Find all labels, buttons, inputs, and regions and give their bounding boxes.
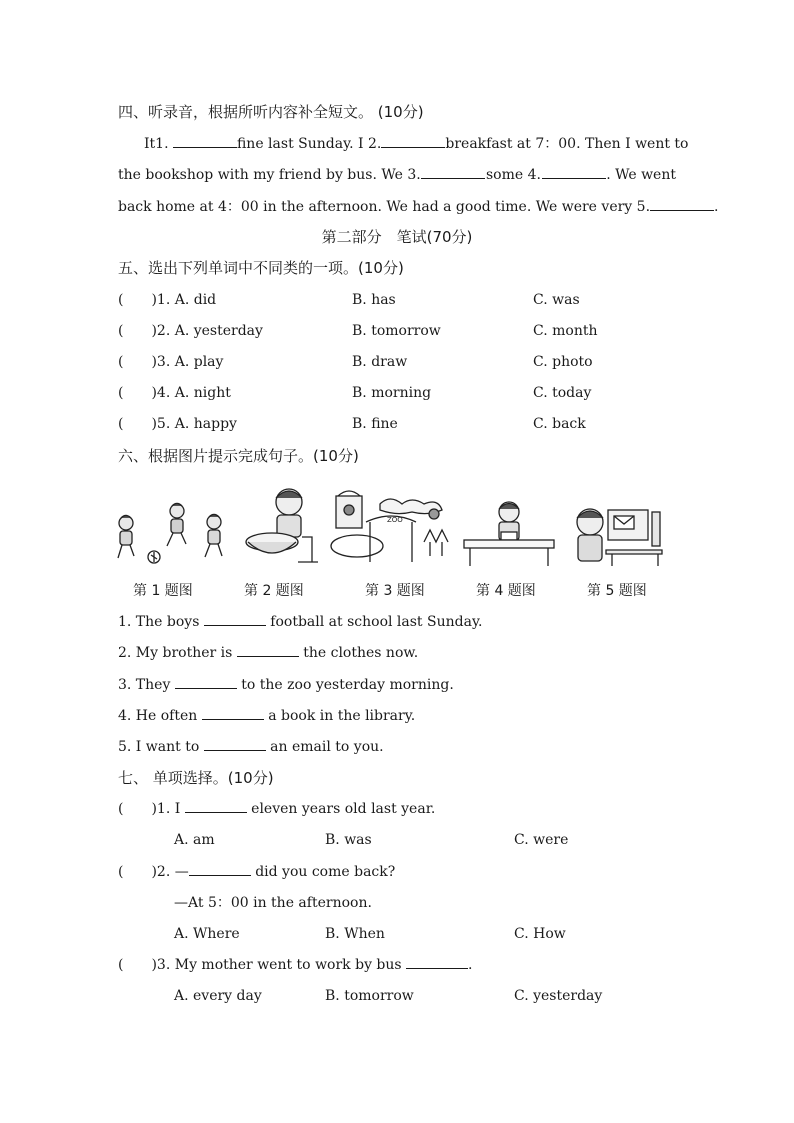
word-item-1: ( )1. A. did xyxy=(118,292,217,308)
question-blank-2[interactable] xyxy=(189,862,251,876)
question-text: eleven years old last year. xyxy=(251,801,436,817)
blank-4[interactable] xyxy=(542,165,606,179)
word-item-3: ( )3. A. play xyxy=(118,354,224,370)
sentence-blank-4[interactable] xyxy=(202,706,264,720)
sentence-text: 4. He often xyxy=(118,708,198,724)
caption-4: 第 4 题图 xyxy=(476,583,536,599)
caption-5: 第 5 题图 xyxy=(587,583,647,599)
blank-1[interactable] xyxy=(173,134,237,148)
option-c: C. How xyxy=(514,926,566,942)
zoo-sign-text: ZOO xyxy=(387,516,403,524)
boy-computer-illustration xyxy=(577,509,662,566)
option-b: B. draw xyxy=(352,354,408,370)
section-6-heading: 六、根据图片提示完成句子。(10分) xyxy=(118,447,359,465)
picture-captions xyxy=(0,580,794,602)
passage-line-1 xyxy=(118,134,689,154)
question-text: ( )1. I xyxy=(118,801,181,817)
blank-3[interactable] xyxy=(421,165,485,179)
sentence-2 xyxy=(118,643,418,663)
choice-question-1 xyxy=(118,799,435,819)
option-b: B. was xyxy=(325,832,372,848)
option-b: B. fine xyxy=(352,416,398,432)
sentence-blank-2[interactable] xyxy=(237,643,299,657)
part-2-title: 第二部分 笔试(70分) xyxy=(321,228,473,246)
sentence-text: the clothes now. xyxy=(303,645,419,661)
option-b: B. has xyxy=(352,292,396,308)
question-blank-3[interactable] xyxy=(406,955,468,969)
blank-5[interactable] xyxy=(650,197,714,211)
option-b: B. When xyxy=(325,926,385,942)
sentence-blank-5[interactable] xyxy=(204,737,266,751)
question-text: . xyxy=(468,957,473,973)
zoo-gate-illustration xyxy=(331,491,448,562)
blank-2[interactable] xyxy=(381,134,445,148)
question-text: did you come back? xyxy=(255,864,396,880)
passage-line-3 xyxy=(118,197,719,217)
option-c: C. photo xyxy=(533,354,593,370)
word-item-4: ( )4. A. night xyxy=(118,385,231,401)
sentence-text: football at school last Sunday. xyxy=(270,614,483,630)
question-text: ( )3. My mother went to work by bus xyxy=(118,957,402,973)
sentence-text: 1. The boys xyxy=(118,614,200,630)
option-a: A. every day xyxy=(174,988,262,1004)
caption-1: 第 1 题图 xyxy=(133,583,193,599)
sentence-4 xyxy=(118,706,415,726)
picture-strip xyxy=(112,482,672,570)
sentence-text: 5. I want to xyxy=(118,739,200,755)
boy-reading-illustration xyxy=(464,502,554,566)
option-c: C. was xyxy=(533,292,580,308)
choice-question-3 xyxy=(118,955,473,975)
passage-text: some 4. xyxy=(485,167,541,183)
dialogue-answer: —At 5：00 in the afternoon. xyxy=(174,895,372,911)
passage-text: It1. xyxy=(144,136,169,152)
sentence-text: an email to you. xyxy=(270,739,384,755)
option-b: B. tomorrow xyxy=(325,988,414,1004)
word-item-5: ( )5. A. happy xyxy=(118,416,237,432)
section-5-heading: 五、选出下列单词中不同类的一项。(10分) xyxy=(118,259,404,277)
word-item-2: ( )2. A. yesterday xyxy=(118,323,263,339)
passage-text: . We went xyxy=(606,167,676,183)
choice-question-2 xyxy=(118,862,395,882)
passage-text: breakfast at 7：00. Then I went to xyxy=(445,136,689,152)
sentence-text: 3. They xyxy=(118,677,171,693)
option-c: C. today xyxy=(533,385,592,401)
passage-line-2 xyxy=(118,165,676,185)
boy-washing-clothes-illustration xyxy=(246,489,318,562)
sentence-text: 2. My brother is xyxy=(118,645,233,661)
sentence-text: to the zoo yesterday morning. xyxy=(241,677,454,693)
question-blank-1[interactable] xyxy=(185,799,247,813)
option-c: C. were xyxy=(514,832,569,848)
sentence-1 xyxy=(118,612,482,632)
section-7-heading: 七、 单项选择。(10分) xyxy=(118,769,274,787)
option-c: C. back xyxy=(533,416,586,432)
option-c: C. month xyxy=(533,323,598,339)
sentence-blank-1[interactable] xyxy=(204,612,266,626)
sentence-text: a book in the library. xyxy=(268,708,416,724)
passage-text: back home at 4：00 in the afternoon. We had a good time. We were very 5. xyxy=(118,199,651,215)
caption-2: 第 2 题图 xyxy=(244,583,304,599)
option-b: B. morning xyxy=(352,385,432,401)
question-text: ( )2. — xyxy=(118,864,189,880)
boys-football-illustration xyxy=(118,504,222,564)
option-a: A. Where xyxy=(174,926,240,942)
sentence-3 xyxy=(118,675,454,695)
option-c: C. yesterday xyxy=(514,988,603,1004)
option-a: A. am xyxy=(174,832,215,848)
passage-text: the bookshop with my friend by bus. We 3. xyxy=(118,167,421,183)
sentence-blank-3[interactable] xyxy=(175,675,237,689)
sentence-5 xyxy=(118,737,384,757)
passage-text: fine last Sunday. I 2. xyxy=(236,136,382,152)
passage-text: . xyxy=(714,199,719,215)
caption-3: 第 3 题图 xyxy=(365,583,425,599)
section-4-heading: 四、听录音，根据所听内容补全短文。 (10分) xyxy=(118,103,424,121)
option-b: B. tomorrow xyxy=(352,323,441,339)
